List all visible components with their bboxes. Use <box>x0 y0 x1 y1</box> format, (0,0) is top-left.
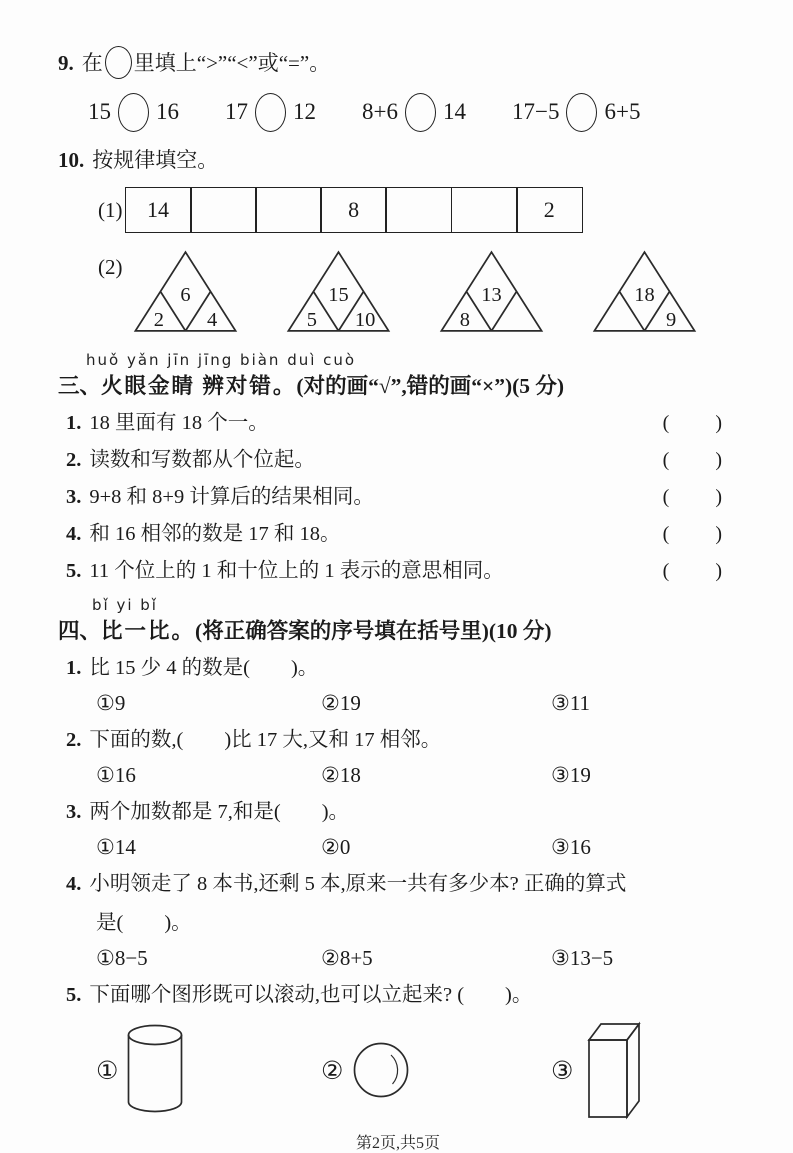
section-3-pinyin: huǒ yǎn jīn jīng biàn duì cuò <box>86 351 357 369</box>
shape-option-cylinder[interactable] <box>96 1023 321 1117</box>
question-number: 3. <box>66 801 82 823</box>
true-false-item <box>66 483 738 512</box>
options-row <box>96 944 738 973</box>
option-label: ③ <box>551 1055 574 1085</box>
question-10-number: 10. <box>58 148 85 172</box>
item-number: 4. <box>66 523 82 545</box>
section-4-instructions: (将正确答案的序号填在括号里)(10 分) <box>195 619 552 643</box>
question-9-title <box>58 46 738 79</box>
sequence-cell-blank[interactable] <box>451 187 518 233</box>
option-2[interactable]: ②18 <box>321 763 361 787</box>
option-1[interactable]: ①16 <box>96 763 136 787</box>
question-9-number: 9. <box>58 51 74 75</box>
triangle-number-right: 10 <box>354 308 375 331</box>
option-2[interactable]: ②0 <box>321 835 351 859</box>
sphere-highlight <box>391 1055 398 1084</box>
page-number-footer: 第2页,共5页 <box>355 1135 440 1152</box>
sequence-cell: 2 <box>516 187 583 233</box>
item-text: 读数和写数都从个位起。 <box>89 449 315 471</box>
answer-circle-icon <box>105 46 132 79</box>
triangle-puzzle <box>435 247 548 337</box>
right-operand: 12 <box>293 99 316 124</box>
section-3-number: 三、 <box>58 374 102 398</box>
part-2-label: (2) <box>98 255 123 279</box>
option-2[interactable]: ②8+5 <box>321 946 373 970</box>
option-3[interactable]: ③19 <box>551 763 591 787</box>
section-3-title <box>58 371 738 401</box>
section-3-instructions: (对的画“√”,错的画“×”)(5 分) <box>296 374 565 398</box>
multiple-choice-question <box>66 870 738 899</box>
cylinder-icon <box>126 1023 184 1117</box>
cylinder-top <box>129 1026 182 1045</box>
comparison-item <box>225 93 316 132</box>
triangle-number-top: 18 <box>633 284 655 307</box>
item-text: 和 16 相邻的数是 17 和 18。 <box>89 523 341 545</box>
triangle-number-top: 15 <box>327 284 349 307</box>
multiple-choice-question <box>66 726 738 755</box>
question-number: 1. <box>66 657 82 679</box>
right-operand: 14 <box>442 99 466 124</box>
cuboid-side-face <box>627 1024 639 1117</box>
triangle-number-top: 13 <box>480 284 502 307</box>
true-false-item <box>66 557 738 586</box>
right-operand: 6+5 <box>604 99 641 124</box>
sequence-cell-blank[interactable] <box>255 187 322 233</box>
sequence-row <box>98 187 738 233</box>
option-label: ① <box>96 1055 119 1085</box>
sphere-outline <box>355 1044 408 1097</box>
left-operand: 17−5 <box>511 99 560 124</box>
sphere-icon <box>351 1040 411 1100</box>
multiple-choice-question <box>66 798 738 827</box>
triangle-number-left: 2 <box>153 308 164 331</box>
answer-parentheses[interactable]: ( ) <box>662 412 724 434</box>
triangle-puzzle <box>282 247 395 337</box>
item-number: 3. <box>66 486 82 508</box>
answer-parentheses[interactable]: ( ) <box>662 449 724 471</box>
option-3[interactable]: ③11 <box>551 691 591 715</box>
section-4-title <box>58 616 738 646</box>
question-9-text-post: 里填上“>”“<”或“=”。 <box>133 51 331 75</box>
left-operand: 8+6 <box>362 99 398 124</box>
answer-parentheses[interactable]: ( ) <box>662 523 724 545</box>
sequence-cell-blank[interactable] <box>190 187 257 233</box>
sequence-cell: 8 <box>320 187 387 233</box>
answer-parentheses[interactable]: ( ) <box>662 560 724 582</box>
answer-parentheses[interactable]: ( ) <box>662 486 724 508</box>
item-text: 18 里面有 18 个一。 <box>89 412 269 434</box>
option-2[interactable]: ②19 <box>321 691 361 715</box>
answer-circle-blank[interactable] <box>566 93 597 132</box>
option-3[interactable]: ③13−5 <box>551 946 614 970</box>
question-number: 4. <box>66 873 82 895</box>
section-4-pinyin: bǐ yi bǐ <box>92 596 158 614</box>
item-text: 9+8 和 8+9 计算后的结果相同。 <box>89 486 374 508</box>
left-operand: 15 <box>88 99 111 124</box>
cylinder-body <box>129 1035 182 1112</box>
section-3-heading: 火眼金睛 辨对错。 <box>101 374 297 398</box>
triangle-number-left: 8 <box>459 308 470 331</box>
sequence-cell: 14 <box>125 187 192 233</box>
item-number: 2. <box>66 449 82 471</box>
triangle-number-left: 5 <box>306 308 317 331</box>
shape-options-row <box>96 1018 738 1122</box>
cuboid-front-face <box>589 1040 627 1117</box>
answer-circle-blank[interactable] <box>255 93 286 132</box>
answer-circle-blank[interactable] <box>118 93 149 132</box>
option-1[interactable]: ①9 <box>96 691 126 715</box>
comparison-item <box>88 93 179 132</box>
number-sequence-table <box>125 187 583 233</box>
multiple-choice-question <box>66 654 738 683</box>
option-1[interactable]: ①8−5 <box>96 946 148 970</box>
question-text: 两个加数都是 7,和是( )。 <box>89 801 350 823</box>
triangle-puzzles-row <box>98 247 738 337</box>
triangle-puzzle <box>588 247 701 337</box>
question-number: 2. <box>66 729 82 751</box>
item-number: 5. <box>66 560 82 582</box>
question-text: 小明领走了 8 本书,还剩 5 本,原来一共有多少本? 正确的算式 <box>89 873 627 895</box>
comparison-items-row <box>88 91 738 133</box>
question-number: 5. <box>66 984 82 1006</box>
answer-circle-blank[interactable] <box>405 93 436 132</box>
option-1[interactable]: ①14 <box>96 835 136 859</box>
options-row <box>96 689 738 718</box>
triangle-group <box>129 247 701 337</box>
part-1-label: (1) <box>98 197 123 222</box>
cuboid-top-face <box>589 1024 639 1040</box>
left-operand: 17 <box>225 99 248 124</box>
options-row <box>96 761 738 790</box>
sequence-cell-blank[interactable] <box>385 187 452 233</box>
true-false-item <box>66 446 738 475</box>
question-10-text: 按规律填空。 <box>92 148 219 172</box>
triangle-number-right: 4 <box>206 308 217 331</box>
question-9-text-pre: 在 <box>81 51 103 75</box>
option-label: ② <box>321 1055 344 1085</box>
options-row <box>96 833 738 862</box>
section-4-number: 四、 <box>58 619 102 643</box>
multiple-choice-question <box>66 981 738 1010</box>
triangle-number-top: 6 <box>179 284 191 307</box>
triangle-puzzle <box>129 247 242 337</box>
question-10-title <box>58 145 738 175</box>
right-operand: 16 <box>156 99 179 124</box>
item-number: 1. <box>66 412 82 434</box>
true-false-item <box>66 409 738 438</box>
shape-option-sphere[interactable] <box>321 1040 551 1100</box>
question-text: 下面哪个图形既可以滚动,也可以立起来? ( )。 <box>89 984 533 1006</box>
question-text: 下面的数,( )比 17 大,又和 17 相邻。 <box>89 729 442 751</box>
section-4-heading: 比一比。 <box>101 619 196 643</box>
cuboid-icon <box>581 1019 643 1121</box>
triangle-number-right: 9 <box>665 308 676 331</box>
option-3[interactable]: ③16 <box>551 835 591 859</box>
comparison-item <box>362 93 466 132</box>
shape-option-cuboid[interactable] <box>551 1019 738 1121</box>
item-text: 11 个位上的 1 和十位上的 1 表示的意思相同。 <box>89 560 504 582</box>
comparison-item <box>512 93 640 132</box>
question-text-line-2: 是( )。 <box>96 912 192 934</box>
true-false-item <box>66 520 738 549</box>
question-text: 比 15 少 4 的数是( )。 <box>89 657 319 679</box>
